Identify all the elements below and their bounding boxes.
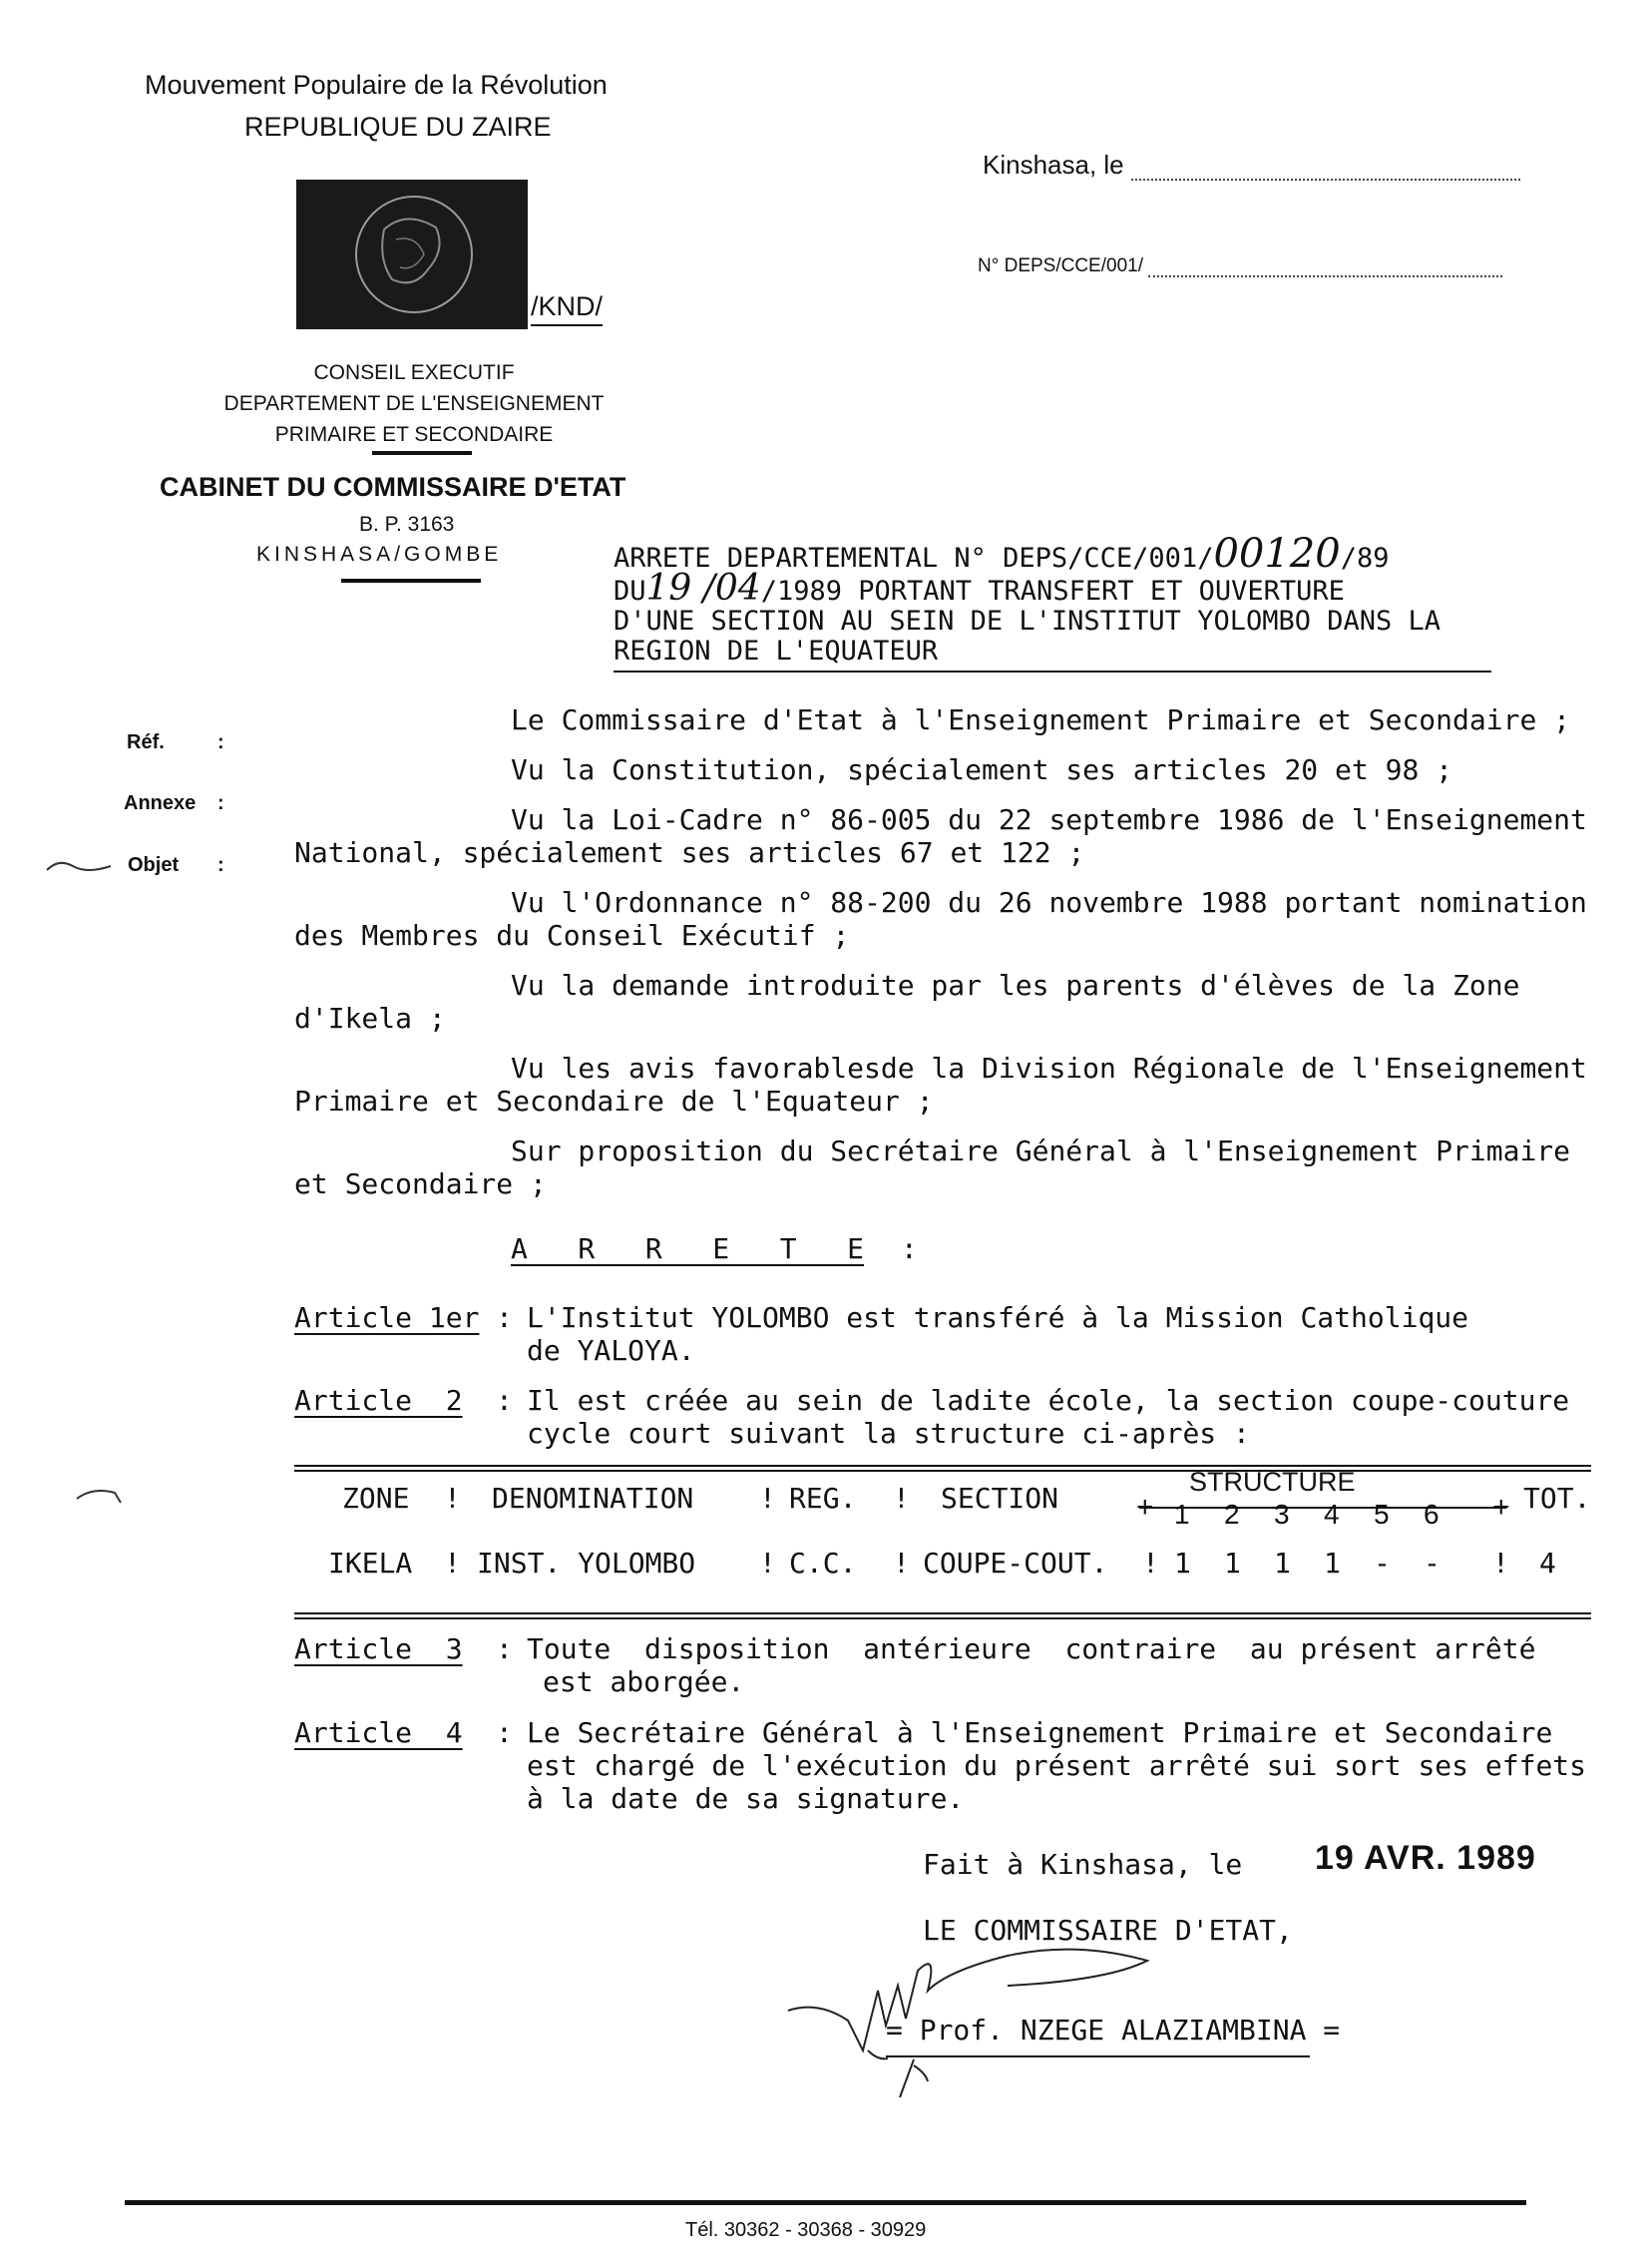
col-separator: !: [893, 1482, 910, 1515]
cell-separator: !: [1492, 1547, 1509, 1580]
article-text-line: Toute disposition antérieure contraire au présent arrêté: [527, 1632, 1536, 1665]
handwritten-date: 19 /04: [645, 568, 761, 609]
cell-year: 1: [1174, 1547, 1191, 1580]
title-line2-suffix: /1989 PORTANT TRANSFERT ET OUVERTURE: [760, 576, 1345, 607]
table-bottom-rule: [294, 1617, 1591, 1619]
reference-number-field: [978, 255, 1502, 277]
phone-numbers: Tél. 30362 - 30368 - 30929: [685, 2219, 927, 2241]
article-text-line: Le Secrétaire Général à l'Enseignement Primaire et Secondaire: [527, 1716, 1553, 1749]
preamble-line: Vu l'Ordonnance n° 88-200 du 26 novembre 1988 portant nomination: [511, 886, 1587, 919]
preamble-line: Vu la Constitution, spécialement ses articles 20 et 98 ;: [511, 753, 1453, 786]
cell-denomination: INST. YOLOMBO: [477, 1547, 696, 1580]
col-year: 4: [1324, 1499, 1340, 1530]
number-blank: [1148, 275, 1502, 277]
emblem-icon: [296, 180, 528, 329]
col-year: 2: [1224, 1499, 1240, 1530]
cabinet-name: CABINET DU COMMISSAIRE D'ETAT: [160, 472, 626, 502]
arrete-heading: [511, 1232, 918, 1265]
republic-name: REPUBLIQUE DU ZAIRE: [244, 112, 552, 142]
decree-title: [614, 531, 1491, 667]
preamble-continuation: Primaire et Secondaire de l'Equateur ;: [294, 1085, 934, 1118]
preamble-line: Le Commissaire d'Etat à l'Enseignement Primaire et Secondaire ;: [511, 703, 1571, 736]
col-separator: !: [444, 1482, 461, 1515]
ref-label: Réf.: [127, 731, 165, 753]
article-colon: :: [496, 1301, 513, 1334]
national-seal-image: [296, 180, 528, 329]
article-text-line: à la date de sa signature.: [527, 1782, 965, 1815]
preamble-line: Vu la Loi-Cadre n° 86-005 du 22 septembre 1986 de l'Enseignement: [511, 803, 1587, 836]
divider: [341, 579, 481, 583]
objet-label: Objet: [128, 854, 180, 876]
department-line: DEPARTEMENT DE L'ENSEIGNEMENT: [223, 392, 605, 415]
handwritten-number: 00120: [1213, 531, 1341, 577]
title-line2-prefix: DU: [614, 576, 646, 607]
col-section: SECTION: [941, 1482, 1059, 1515]
title-line1-prefix: ARRETE DEPARTEMENTAL N° DEPS/CCE/001/: [614, 543, 1214, 574]
article-text-line: est chargé de l'exécution du présent arrêté sui sort ses effets: [527, 1749, 1587, 1782]
number-label: N° DEPS/CCE/001/: [978, 255, 1143, 276]
arrete-colon: :: [900, 1232, 918, 1265]
date-stamp: 19 AVR. 1989: [1315, 1839, 1536, 1877]
preamble-continuation: et Secondaire ;: [294, 1167, 547, 1200]
divider: [372, 451, 472, 455]
article-text-line: de YALOYA.: [527, 1334, 695, 1367]
col-separator: !: [759, 1482, 776, 1515]
signer-title: LE COMMISSAIRE D'ETAT,: [923, 1914, 1293, 1947]
cell-total: 4: [1539, 1547, 1556, 1580]
signature-underline: [886, 2055, 1310, 2057]
table-bottom-rule: [294, 1612, 1591, 1614]
col-total: TOT.: [1523, 1482, 1591, 1515]
city-name: KINSHASA/GOMBE: [256, 543, 503, 566]
preamble-line: Vu les avis favorablesde la Division Régionale de l'Enseignement: [511, 1052, 1587, 1085]
date-blank: [1131, 179, 1520, 181]
article-colon: :: [496, 1384, 513, 1417]
cell-zone: IKELA: [328, 1547, 413, 1580]
cell-year: 1: [1324, 1547, 1341, 1580]
col-structure: STRUCTURE: [1189, 1467, 1356, 1497]
place-date-field: [983, 150, 1520, 181]
col-zone: ZONE: [342, 1482, 410, 1515]
cell-section: COUPE-COUT.: [923, 1547, 1108, 1580]
col-denomination: DENOMINATION: [492, 1482, 694, 1515]
article-label: Article 4: [294, 1716, 463, 1749]
department-line: PRIMAIRE ET SECONDAIRE: [274, 423, 554, 446]
cell-reg: C.C.: [789, 1547, 857, 1580]
article-label: Article 3: [294, 1632, 463, 1665]
preamble-line: Vu la demande introduite par les parents d'élèves de la Zone: [511, 969, 1520, 1002]
annexe-colon: :: [217, 792, 224, 814]
title-underline: [614, 671, 1491, 673]
col-year: 1: [1174, 1499, 1190, 1530]
closing-place: Fait à Kinshasa, le: [923, 1848, 1243, 1881]
col-reg: REG.: [789, 1482, 857, 1515]
handwritten-signature: [778, 1931, 1157, 2070]
article-colon: :: [496, 1716, 513, 1749]
preamble-continuation: des Membres du Conseil Exécutif ;: [294, 919, 850, 952]
article-text-line: est aborgée.: [543, 1665, 745, 1698]
article-colon: :: [496, 1632, 513, 1665]
cell-separator: !: [444, 1547, 461, 1580]
initial-mark: [878, 2053, 948, 2099]
preamble-continuation: National, spécialement ses articles 67 et 122 ;: [294, 836, 1085, 869]
col-year: 3: [1274, 1499, 1290, 1530]
cell-year: -: [1424, 1547, 1441, 1580]
footer-rule: [125, 2200, 1526, 2205]
article-label: Article 2: [294, 1384, 463, 1417]
col-year: 6: [1424, 1499, 1440, 1530]
department-block: [190, 357, 638, 450]
structure-bracket-right: +: [1492, 1491, 1510, 1524]
department-line: CONSEIL EXECUTIF: [313, 361, 515, 384]
title-line1-suffix: /89: [1340, 543, 1390, 574]
article-label: Article 1er: [294, 1301, 480, 1334]
arrete-word: A R R E T E: [511, 1232, 865, 1265]
title-line: REGION DE L'EQUATEUR: [614, 636, 939, 667]
table-top-rule: [294, 1470, 1591, 1472]
place-label: Kinshasa, le: [983, 150, 1124, 180]
postal-box: B. P. 3163: [359, 513, 455, 536]
objet-colon: :: [217, 854, 224, 876]
preamble-continuation: d'Ikela ;: [294, 1002, 446, 1035]
cell-year: 1: [1274, 1547, 1291, 1580]
table-top-rule: [294, 1465, 1591, 1467]
ref-colon: :: [217, 731, 224, 753]
cell-year: -: [1374, 1547, 1391, 1580]
pen-stroke-mark: [75, 1485, 125, 1509]
article-text-line: cycle court suivant la structure ci-après :: [527, 1417, 1250, 1450]
col-year: 5: [1374, 1499, 1390, 1530]
cell-separator: !: [759, 1547, 776, 1580]
cell-separator: !: [1142, 1547, 1159, 1580]
cell-separator: !: [893, 1547, 910, 1580]
title-line: D'UNE SECTION AU SEIN DE L'INSTITUT YOLOMBO DANS LA: [614, 606, 1442, 637]
article-text-line: Il est créée au sein de ladite école, la section coupe-couture: [527, 1384, 1570, 1417]
movement-name: Mouvement Populaire de la Révolution: [145, 70, 608, 100]
pen-stroke-mark: [45, 856, 115, 878]
cell-year: 1: [1224, 1547, 1241, 1580]
article-text-line: L'Institut YOLOMBO est transféré à la Mission Catholique: [527, 1301, 1469, 1334]
structure-bracket-left: +: [1136, 1491, 1154, 1524]
title-line: [614, 568, 1491, 609]
annexe-label: Annexe: [124, 792, 197, 814]
signer-name: = Prof. NZEGE ALAZIAMBINA =: [886, 2014, 1341, 2046]
structure-rule: [1139, 1507, 1506, 1509]
preamble-line: Sur proposition du Secrétaire Général à l'Enseignement Primaire: [511, 1134, 1571, 1167]
seal-reference: /KND/: [531, 291, 603, 326]
